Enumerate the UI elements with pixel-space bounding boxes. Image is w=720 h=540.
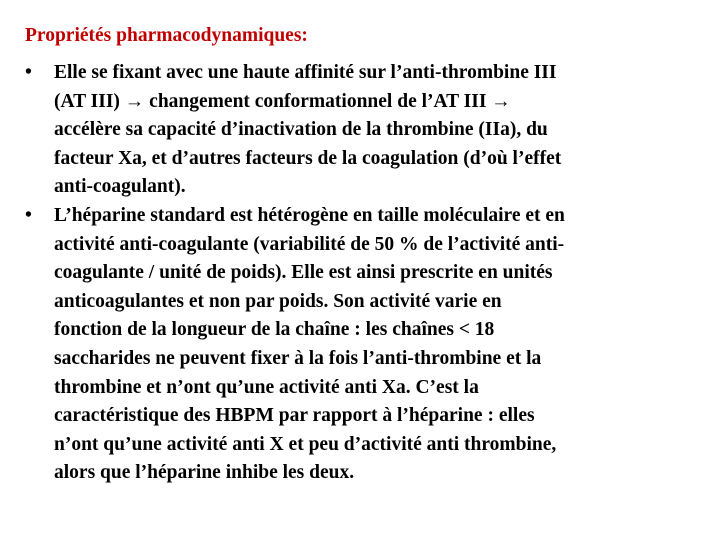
bullet-1-line-1: Elle se fixant avec une haute affinité sur l’anti-thrombine III [54, 62, 557, 83]
slide-title: Propriétés pharmacodynamiques: [25, 25, 308, 46]
bullet-item-1 [25, 59, 695, 202]
bullet-2-line-7: thrombine et n’ont qu’une activité anti Xa. C’est la [54, 376, 479, 398]
bullet-2-line-10: alors que l’héparine inhibe les deux. [54, 462, 355, 484]
bullet-2-line-4: anticoagulantes et non par poids. Son activité varie en [54, 290, 502, 312]
bullet-list [25, 59, 695, 488]
bullet-marker: • [25, 62, 32, 83]
bullet-2-line-3: coagulante / unité de poids). Elle est ainsi prescrite en unités [54, 262, 553, 284]
bullet-2-line-9: n’ont qu’une activité anti X et peu d’activité anti thrombine, [54, 433, 557, 455]
bullet-item-2 [25, 202, 695, 488]
bullet-1-line-2: (AT III) → changement conformationnel de l’AT III → [54, 90, 511, 112]
bullet-2-line-1: L’héparine standard est hétérogène en taille moléculaire et en [54, 204, 565, 226]
bullet-1-line-4: facteur Xa, et d’autres facteurs de la coagulation (d’où l’effet [54, 147, 562, 169]
bullet-marker: • [25, 204, 32, 226]
bullet-1-line-5: anti-coagulant). [54, 176, 186, 198]
bullet-2-line-8: caractéristique des HBPM par rapport à l’héparine : elles [54, 405, 535, 427]
bullet-1-line-3: accélère sa capacité d’inactivation de la thrombine (IIa), du [54, 119, 548, 141]
bullet-2-line-6: saccharides ne peuvent fixer à la fois l’anti-thrombine et la [54, 347, 542, 369]
bullet-2-line-5: fonction de la longueur de la chaîne : les chaînes < 18 [54, 319, 495, 341]
bullet-2-line-2: activité anti-coagulante (variabilité de 50 % de l’activité anti- [54, 233, 565, 255]
